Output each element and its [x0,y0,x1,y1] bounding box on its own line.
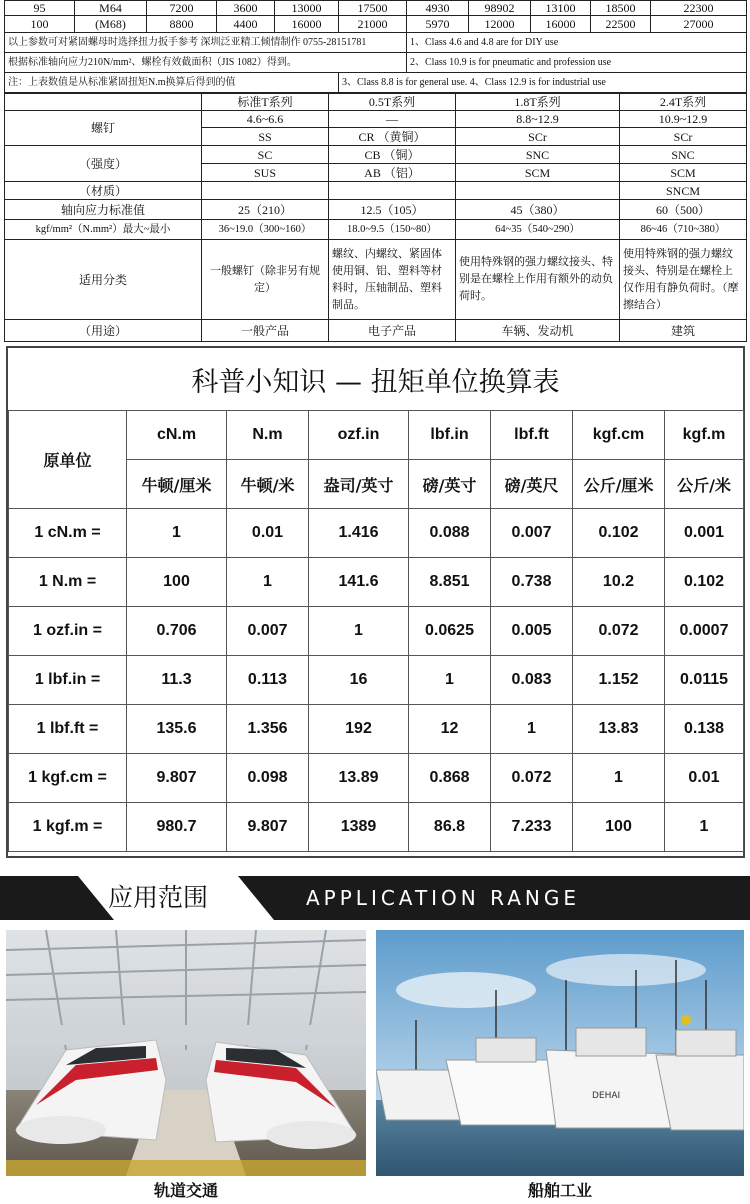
value-cell: 135.6 [127,705,227,754]
value-cell: 0.138 [665,705,744,754]
table-row [9,803,744,852]
value-cell: 0.007 [227,607,309,656]
cell: 8800 [147,16,217,33]
material-cell [202,182,329,200]
cell: 22500 [591,16,651,33]
row-label: （用途） [5,320,202,342]
value-cell: 0.738 [491,558,573,607]
value-cell: 192 [309,705,409,754]
axial-cell: 12.5（105） [329,200,456,220]
note-text: 以上参数可对紧固螺母时选择扭力扳手参考 深圳泛亚精工倾情制作 0755-28151781 [5,33,407,53]
row-header: 1 lbf.in = [9,656,127,705]
cell: 3600 [217,1,275,16]
series-header: 2.4T系列 [620,94,747,111]
value-cell: 0.102 [573,509,665,558]
series-header: 0.5T系列 [329,94,456,111]
table-row [5,1,747,16]
row-header: 1 ozf.in = [9,607,127,656]
application-title-zh: 应用范围 [108,883,209,912]
caption-rail: 轨道交通 [153,1181,218,1200]
usage-row [5,320,747,342]
material-cell: SCr [456,128,620,146]
category-cell: 螺纹、内螺纹、紧固体使用铜、铝、塑料等材料时，压轴制品、塑料制品。 [329,240,456,320]
note-text: 3、Class 8.8 is for general use. 4、Class 12.9 is for industrial use [339,73,747,93]
cell: 95 [5,1,75,16]
cell: 4930 [407,1,469,16]
value-cell: 0.072 [573,607,665,656]
unit-zh-header: 公斤/米 [665,460,744,509]
grade-cell: — [329,111,456,128]
unit-zh-header: 磅/英尺 [491,460,573,509]
category-cell: 一般螺钉（除非另有规定） [202,240,329,320]
row-header: 1 kgf.cm = [9,754,127,803]
cell: 13000 [275,1,339,16]
hull-text: DEHAI [592,1091,621,1101]
cell: 12000 [469,16,531,33]
bolt-spec-table [4,0,747,93]
value-cell: 0.007 [491,509,573,558]
cell: 21000 [339,16,407,33]
category-row [5,240,747,320]
series-header: 标准T系列 [202,94,329,111]
range-cell: 86~46（710~380） [620,220,747,240]
value-cell: 1 [227,558,309,607]
material-row [5,182,747,200]
value-cell: 10.2 [573,558,665,607]
value-cell: 1 [127,509,227,558]
material-cell: SCr [620,128,747,146]
range-cell: 64~35（540~290） [456,220,620,240]
value-cell: 1 [573,754,665,803]
row-label: 螺钉 [5,111,202,146]
series-header: 1.8T系列 [456,94,620,111]
unit-zh-header: 公斤/厘米 [573,460,665,509]
material-cell: AB （铝） [329,164,456,182]
row-label: 适用分类 [5,240,202,320]
value-cell: 0.868 [409,754,491,803]
cell: 16000 [275,16,339,33]
value-cell: 1 [409,656,491,705]
caption-ship: 船舶工业 [527,1181,592,1200]
value-cell: 12 [409,705,491,754]
series-header-row [5,94,747,111]
usage-cell: 一般产品 [202,320,329,342]
blank-cell [5,94,202,111]
value-cell: 0.001 [665,509,744,558]
range-row [5,220,747,240]
usage-cell: 建筑 [620,320,747,342]
value-cell: 1 [491,705,573,754]
value-cell: 0.102 [665,558,744,607]
table-row [5,16,747,33]
material-row [5,146,747,164]
unit-header: N.m [227,411,309,460]
unit-header: kgf.cm [573,411,665,460]
value-cell: 0.0115 [665,656,744,705]
value-cell: 1.416 [309,509,409,558]
cell: 22300 [651,1,747,16]
row-header: 1 cN.m = [9,509,127,558]
table-row [9,705,744,754]
conversion-title: 科普小知识 — 扭矩单位换算表 [8,348,743,411]
unit-zh-header: 磅/英寸 [409,460,491,509]
row-header: 1 kgf.m = [9,803,127,852]
value-cell: 16 [309,656,409,705]
value-cell: 13.83 [573,705,665,754]
unit-header-row [9,411,744,460]
value-cell: 980.7 [127,803,227,852]
value-cell: 0.005 [491,607,573,656]
bolt-series-table [4,93,747,342]
category-cell: 使用特殊钢的强力螺纹接头、特别是在螺栓上仅作用有静负荷时。（摩擦结合） [620,240,747,320]
unit-header: lbf.ft [491,411,573,460]
unit-zh-header: 盎司/英寸 [309,460,409,509]
usage-cell: 电子产品 [329,320,456,342]
axial-row [5,200,747,220]
category-cell: 使用特殊钢的强力螺纹接头、特别是在螺栓上作用有额外的动负荷时。 [456,240,620,320]
value-cell: 0.01 [227,509,309,558]
rail-transit-photo [6,930,366,1176]
value-cell: 13.89 [309,754,409,803]
value-cell: 86.8 [409,803,491,852]
cell: 98902 [469,1,531,16]
material-cell: SNC [620,146,747,164]
note-text: 根据标准轴向应力210N/mm²、螺栓有效截面积（JIS 1082）得到。 [5,53,407,73]
unit-header: cN.m [127,411,227,460]
grade-cell: 10.9~12.9 [620,111,747,128]
cell: 27000 [651,16,747,33]
axial-cell: 25（210） [202,200,329,220]
value-cell: 141.6 [309,558,409,607]
table-row [9,509,744,558]
table-row [9,607,744,656]
note-row [5,73,747,93]
value-cell: 0.113 [227,656,309,705]
value-cell: 100 [573,803,665,852]
note-row [5,53,747,73]
value-cell: 0.01 [665,754,744,803]
torque-conversion-panel [6,346,745,858]
value-cell: 9.807 [227,803,309,852]
value-cell: 1 [665,803,744,852]
value-cell: 9.807 [127,754,227,803]
value-cell: 8.851 [409,558,491,607]
note-text: 1、Class 4.6 and 4.8 are for DIY use [407,33,747,53]
value-cell: 7.233 [491,803,573,852]
value-cell: 100 [127,558,227,607]
value-cell: 1389 [309,803,409,852]
row-label: （强度） [5,146,202,182]
value-cell: 0.083 [491,656,573,705]
value-cell: 0.098 [227,754,309,803]
note-row [5,33,747,53]
cell: 5970 [407,16,469,33]
cell: 7200 [147,1,217,16]
table-row [9,754,744,803]
material-cell [456,182,620,200]
cell: 17500 [339,1,407,16]
shipbuilding-photo [376,930,744,1176]
value-cell: 0.088 [409,509,491,558]
value-cell: 0.0007 [665,607,744,656]
row-header: 1 lbf.ft = [9,705,127,754]
cell: 16000 [531,16,591,33]
cell: 4400 [217,16,275,33]
row-label: 轴向应力标准值 [5,200,202,220]
cell: M64 [75,1,147,16]
table-row [9,656,744,705]
material-cell: CR （黄铜） [329,128,456,146]
row-label: kgf/mm²（N.mm²）最大~最小 [5,220,202,240]
usage-cell: 车辆、发动机 [456,320,620,342]
value-cell: 0.0625 [409,607,491,656]
table-row [9,558,744,607]
value-cell: 1.152 [573,656,665,705]
material-cell: SNC [456,146,620,164]
unit-zh-header: 牛顿/米 [227,460,309,509]
material-cell: SC [202,146,329,164]
value-cell: 1.356 [227,705,309,754]
note-text: 注：上表数值是从标准紧固扭矩N.m换算后得到的值 [5,73,339,93]
grade-cell: 8.8~12.9 [456,111,620,128]
material-cell: SNCM [620,182,747,200]
value-cell: 1 [309,607,409,656]
cell: 18500 [591,1,651,16]
grade-cell: 4.6~6.6 [202,111,329,128]
note-text: 2、Class 10.9 is for pneumatic and profession use [407,53,747,73]
row-label: （材质） [5,182,202,200]
cell: (M68) [75,16,147,33]
value-cell: 0.706 [127,607,227,656]
row-header: 1 N.m = [9,558,127,607]
conversion-table [8,410,744,852]
unit-header: kgf.m [665,411,744,460]
application-title-en: APPLICATION RANGE [306,886,580,910]
cell: 100 [5,16,75,33]
cell: 13100 [531,1,591,16]
material-cell: SCM [456,164,620,182]
grade-row [5,111,747,128]
material-cell: SS [202,128,329,146]
range-cell: 36~19.0（300~160） [202,220,329,240]
unit-zh-header: 牛顿/厘米 [127,460,227,509]
axial-cell: 60（500） [620,200,747,220]
unit-header: ozf.in [309,411,409,460]
material-cell: CB （铜） [329,146,456,164]
unit-header: lbf.in [409,411,491,460]
material-cell [329,182,456,200]
material-cell: SUS [202,164,329,182]
material-cell: SCM [620,164,747,182]
range-cell: 18.0~9.5（150~80） [329,220,456,240]
corner-header: 原单位 [9,411,127,509]
axial-cell: 45（380） [456,200,620,220]
value-cell: 11.3 [127,656,227,705]
value-cell: 0.072 [491,754,573,803]
